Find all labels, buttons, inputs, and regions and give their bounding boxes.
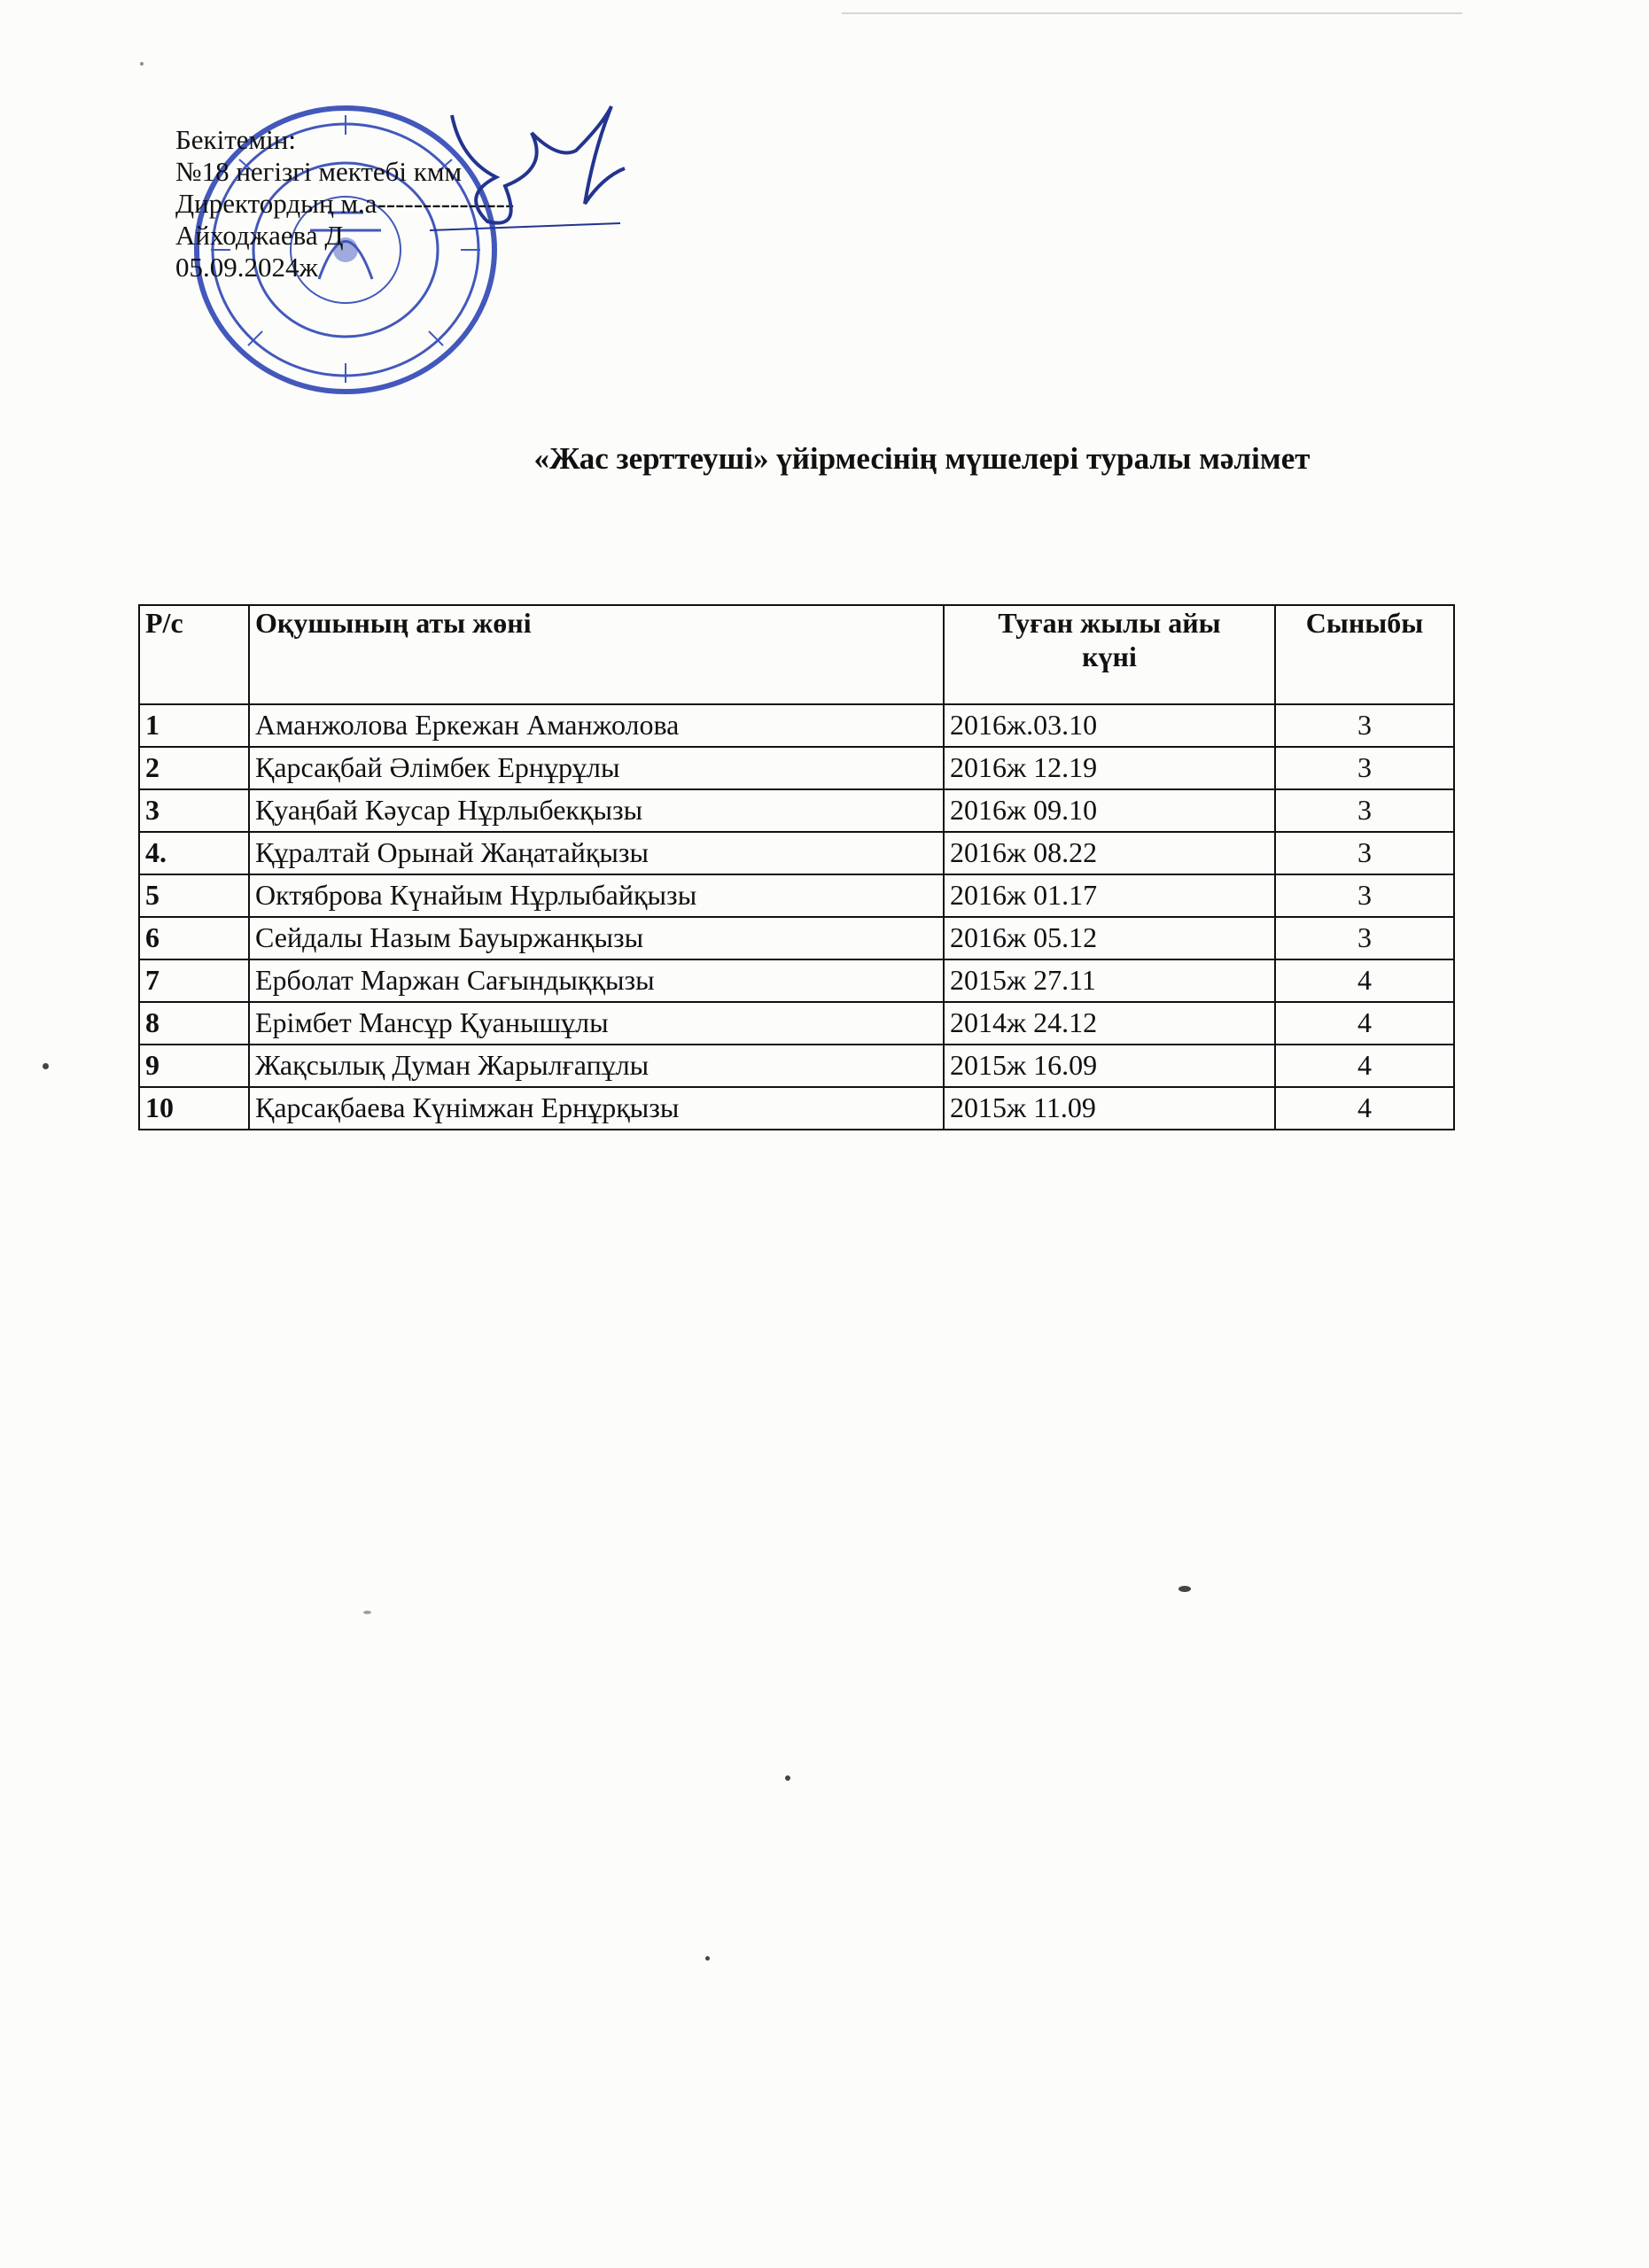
table-row bbox=[139, 917, 1454, 959]
birth-date: 2016ж.03.10 bbox=[944, 704, 1275, 747]
document-title: «Жас зерттеуші» үйірмесінің мүшелері туралы мәлімет bbox=[533, 441, 1311, 476]
row-number: 1 bbox=[139, 704, 249, 747]
birth-date: 2016ж 05.12 bbox=[944, 917, 1275, 959]
row-number: 8 bbox=[139, 1002, 249, 1045]
school-name: №18 негізгі мектебі кмм bbox=[175, 156, 463, 187]
table-row bbox=[139, 789, 1454, 832]
scan-speck bbox=[140, 62, 144, 66]
header-birth-date bbox=[944, 605, 1275, 704]
birth-date: 2014ж 24.12 bbox=[944, 1002, 1275, 1045]
class-number: 3 bbox=[1275, 747, 1454, 789]
class-number: 3 bbox=[1275, 874, 1454, 917]
row-number: 2 bbox=[139, 747, 249, 789]
birth-date: 2016ж 09.10 bbox=[944, 789, 1275, 832]
director-signature bbox=[425, 97, 629, 248]
student-name: Сейдалы Назым Бауыржанқызы bbox=[249, 917, 944, 959]
student-name: Қуаңбай Кәусар Нұрлыбекқызы bbox=[249, 789, 944, 832]
class-number: 4 bbox=[1275, 1087, 1454, 1130]
student-name: Жақсылық Думан Жарылғапұлы bbox=[249, 1045, 944, 1087]
director-title: Директордың м.а--------------- bbox=[175, 188, 515, 219]
table-row bbox=[139, 959, 1454, 1002]
row-number: 10 bbox=[139, 1087, 249, 1130]
table-row bbox=[139, 1002, 1454, 1045]
director-name: Айходжаева Д bbox=[175, 220, 344, 251]
student-name: Аманжолова Еркежан Аманжолова bbox=[249, 704, 944, 747]
row-number: 9 bbox=[139, 1045, 249, 1087]
student-name: Октяброва Күнайым Нұрлыбайқызы bbox=[249, 874, 944, 917]
table-row bbox=[139, 832, 1454, 874]
scan-speck bbox=[705, 1956, 710, 1961]
header-number: Р/с bbox=[139, 605, 249, 704]
row-number: 3 bbox=[139, 789, 249, 832]
table-header-row bbox=[139, 605, 1454, 704]
scan-speck bbox=[43, 1063, 49, 1069]
header-class: Сыныбы bbox=[1275, 605, 1454, 704]
student-name: Ерімбет Мансұр Қуанышұлы bbox=[249, 1002, 944, 1045]
scan-speck bbox=[785, 1775, 790, 1781]
scan-edge-line bbox=[842, 12, 1462, 14]
class-number: 3 bbox=[1275, 917, 1454, 959]
class-number: 4 bbox=[1275, 959, 1454, 1002]
table-row bbox=[139, 1045, 1454, 1087]
table-row bbox=[139, 747, 1454, 789]
class-number: 3 bbox=[1275, 832, 1454, 874]
members-table bbox=[138, 604, 1455, 1130]
scan-speck bbox=[1178, 1586, 1191, 1592]
header-birth-line2: күні bbox=[1082, 641, 1137, 672]
birth-date: 2015ж 11.09 bbox=[944, 1087, 1275, 1130]
row-number: 7 bbox=[139, 959, 249, 1002]
approval-date: 05.09.2024ж bbox=[175, 252, 318, 283]
header-name: Оқушының аты жөні bbox=[249, 605, 944, 704]
class-number: 4 bbox=[1275, 1002, 1454, 1045]
birth-date: 2016ж 08.22 bbox=[944, 832, 1275, 874]
row-number: 6 bbox=[139, 917, 249, 959]
birth-date: 2015ж 16.09 bbox=[944, 1045, 1275, 1087]
table-row bbox=[139, 1087, 1454, 1130]
class-number: 3 bbox=[1275, 789, 1454, 832]
student-name: Ерболат Маржан Сағындыққызы bbox=[249, 959, 944, 1002]
birth-date: 2016ж 01.17 bbox=[944, 874, 1275, 917]
approval-heading: Бекітемін: bbox=[175, 124, 296, 155]
class-number: 3 bbox=[1275, 704, 1454, 747]
table-row bbox=[139, 874, 1454, 917]
class-number: 4 bbox=[1275, 1045, 1454, 1087]
scan-speck bbox=[363, 1611, 371, 1614]
student-name: Қарсақбай Әлімбек Ернұрұлы bbox=[249, 747, 944, 789]
student-name: Құралтай Орынай Жаңатайқызы bbox=[249, 832, 944, 874]
row-number: 4. bbox=[139, 832, 249, 874]
row-number: 5 bbox=[139, 874, 249, 917]
birth-date: 2015ж 27.11 bbox=[944, 959, 1275, 1002]
birth-date: 2016ж 12.19 bbox=[944, 747, 1275, 789]
header-birth-line1: Туған жылы айы bbox=[998, 607, 1221, 639]
student-name: Қарсақбаева Күнімжан Ернұрқызы bbox=[249, 1087, 944, 1130]
table-row bbox=[139, 704, 1454, 747]
